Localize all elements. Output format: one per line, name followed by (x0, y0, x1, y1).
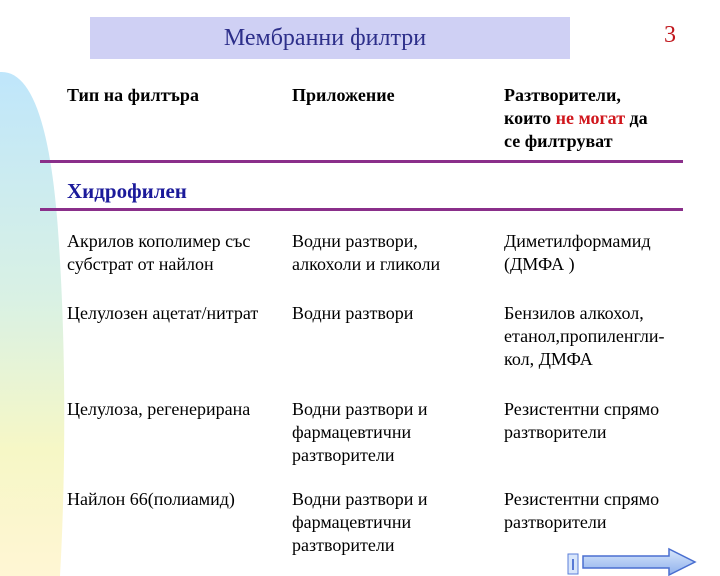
row-3-solvents (504, 398, 659, 444)
row-2-solvents-line: Бензилов алкохол, (504, 303, 644, 323)
row-2-solvents (504, 302, 665, 371)
row-2-type-line: Целулозен ацетат/нитрат (67, 303, 259, 323)
header-solvents-line-1: Разтворители, (504, 85, 621, 105)
row-1-type-line: Акрилов кополимер със (67, 231, 251, 251)
row-1-type (67, 230, 250, 276)
header-application: Приложение (292, 85, 395, 105)
row-2-solvents-line: кол, ДМФА (504, 349, 593, 369)
row-1-application-line: Водни разтвори, (292, 231, 418, 251)
row-1-solvents (504, 230, 651, 276)
row-2-application (292, 302, 413, 325)
row-3-application-line: Водни разтвори и (292, 399, 428, 419)
next-arrow-icon[interactable] (567, 547, 697, 576)
row-2-solvents-line: етанол,пропиленгли- (504, 326, 665, 346)
header-solvents-text-a: които (504, 108, 556, 128)
header-filter-type: Тип на филтъра (67, 85, 199, 105)
row-1-type-line: субстрат от найлон (67, 254, 214, 274)
section-hydrophilic: Хидрофилен (67, 179, 187, 203)
row-3-application-line: разтворители (292, 445, 395, 465)
row-4-type-line: Найлон 66(полиамид) (67, 489, 235, 509)
header-solvents-line-3: се филтруват (504, 131, 613, 151)
row-1-solvents-line: Диметилформамид (504, 231, 651, 251)
row-1-application-line: алкохоли и гликоли (292, 254, 441, 274)
row-4-application (292, 488, 428, 557)
title-banner (90, 17, 570, 59)
header-solvents-line-2 (504, 107, 648, 130)
row-2-application-line: Водни разтвори (292, 303, 414, 323)
header-solvents-text-b: да (625, 108, 648, 128)
header-solvents-highlight: не могат (555, 108, 626, 128)
divider-top (40, 160, 683, 163)
row-3-application (292, 398, 428, 467)
row-3-solvents-line: разтворители (504, 422, 607, 442)
row-1-solvents-line: (ДМФА ) (504, 254, 575, 274)
slide-number: 3 (664, 22, 676, 48)
row-4-application-line: фармацевтични (292, 512, 412, 532)
row-4-application-line: разтворители (292, 535, 395, 555)
row-3-type (67, 398, 250, 421)
slide-title: Мембранни филтри (223, 24, 427, 51)
row-2-type (67, 302, 258, 325)
row-4-solvents (504, 488, 659, 534)
row-4-application-line: Водни разтвори и (292, 489, 428, 509)
row-1-application (292, 230, 440, 276)
row-3-solvents-line: Резистентни спрямо (504, 399, 660, 419)
divider-section (40, 208, 683, 211)
row-4-solvents-line: Резистентни спрямо (504, 489, 660, 509)
row-4-type (67, 488, 235, 511)
row-4-solvents-line: разтворители (504, 512, 607, 532)
row-3-application-line: фармацевтични (292, 422, 412, 442)
header-solvents (504, 84, 648, 153)
row-3-type-line: Целулоза, регенерирана (67, 399, 251, 419)
